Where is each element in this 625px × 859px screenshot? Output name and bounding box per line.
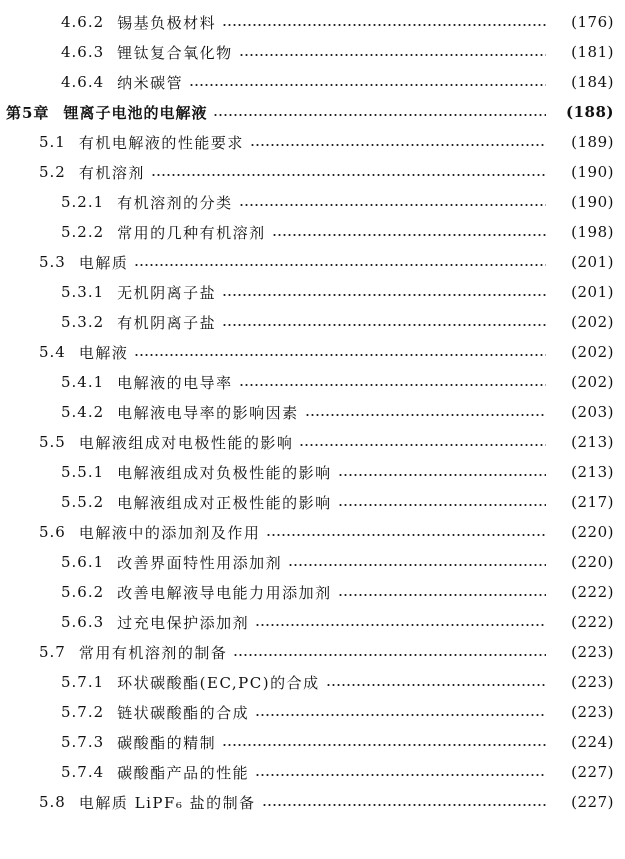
toc-entry-title: 有机电解液的性能要求 <box>78 133 244 152</box>
toc-entry-title: 电解液 <box>78 343 129 362</box>
dot-leader <box>299 443 546 447</box>
dot-leader <box>326 683 546 687</box>
toc-entry-title: 常用的几种有机溶剂 <box>117 223 266 242</box>
toc-entry-number: 5.7.4 <box>61 763 105 781</box>
toc-chapter-row <box>0 97 625 127</box>
toc-page-number: (181) <box>571 43 614 61</box>
toc-entry-row <box>0 307 625 337</box>
toc-entry-title: 过充电保护添加剂 <box>117 613 250 632</box>
toc-entry-row <box>0 547 625 577</box>
toc-entry-title: 常用有机溶剂的制备 <box>78 643 228 662</box>
toc-entry-row <box>0 37 625 67</box>
toc-entry-title: 电解液电导率的影响因素 <box>117 403 299 422</box>
toc-entry-title: 电解质 LiPF₆ 盐的制备 <box>78 793 256 812</box>
toc-entry-number: 5.4.1 <box>61 373 105 391</box>
dot-leader <box>222 293 546 297</box>
toc-entry-title: 锡基负极材料 <box>117 13 217 32</box>
toc-entry-number: 5.6.3 <box>61 613 105 631</box>
toc-page-number: (188) <box>565 103 614 121</box>
toc-entry-number: 5.5.1 <box>61 463 105 481</box>
dot-leader <box>239 203 546 207</box>
dot-leader <box>338 473 546 477</box>
toc-entry-number: 5.2 <box>39 163 66 181</box>
dot-leader <box>189 83 546 87</box>
toc-entry-number: 5.7.1 <box>61 673 105 691</box>
toc-entry-title: 有机溶剂的分类 <box>117 193 233 212</box>
dot-leader <box>338 503 546 507</box>
toc-page-number: (213) <box>571 463 614 481</box>
dot-leader <box>266 533 546 537</box>
toc-entry-row <box>0 607 625 637</box>
toc-page-number: (223) <box>571 703 614 721</box>
toc-page-number: (213) <box>571 433 614 451</box>
toc-page-number: (201) <box>571 253 614 271</box>
toc-entry-title: 电解质 <box>78 253 129 272</box>
toc-entry-number: 5.1 <box>39 133 66 151</box>
toc-entry-number: 5.4 <box>39 343 66 361</box>
toc-entry-title: 纳米碳管 <box>117 73 184 92</box>
toc-page-number: (202) <box>571 343 614 361</box>
toc-entry-number: 5.6.2 <box>61 583 105 601</box>
toc-entry-title: 锂钛复合氧化物 <box>117 43 233 62</box>
toc-entry-row <box>0 757 625 787</box>
dot-leader <box>222 23 546 27</box>
toc-entry-row <box>0 577 625 607</box>
toc-page-number: (203) <box>571 403 614 421</box>
toc-page-number: (227) <box>571 793 614 811</box>
dot-leader <box>213 113 546 117</box>
toc-entry-number: 5.7.3 <box>61 733 105 751</box>
toc-entry-number: 5.6.1 <box>61 553 105 571</box>
toc-entry-number: 5.3.2 <box>61 313 105 331</box>
toc-entry-row <box>0 337 625 367</box>
dot-leader <box>338 593 546 597</box>
toc-entry-number: 5.3 <box>39 253 66 271</box>
toc-entry-title: 电解液的电导率 <box>117 373 233 392</box>
toc-entry-title: 改善界面特性用添加剂 <box>117 553 283 572</box>
toc-entry-row <box>0 487 625 517</box>
toc-entry-number: 5.4.2 <box>61 403 105 421</box>
toc-page-number: (202) <box>571 373 614 391</box>
toc-entry-row <box>0 427 625 457</box>
toc-page-number: (222) <box>571 583 614 601</box>
toc-entry-title: 电解液组成对正极性能的影响 <box>117 493 332 512</box>
toc-page-number: (220) <box>571 553 614 571</box>
toc-entry-row <box>0 697 625 727</box>
toc-entry-title: 有机阴离子盐 <box>117 313 217 332</box>
toc-entry-row <box>0 367 625 397</box>
toc-page-number: (227) <box>571 763 614 781</box>
dot-leader <box>250 143 546 147</box>
toc-page-number: (222) <box>571 613 614 631</box>
toc-entry-row <box>0 517 625 547</box>
toc-page-number: (223) <box>571 643 614 661</box>
dot-leader <box>134 263 546 267</box>
toc-entry-row <box>0 7 625 37</box>
toc-page-number: (201) <box>571 283 614 301</box>
toc-entry-row <box>0 727 625 757</box>
dot-leader <box>288 563 546 567</box>
dot-leader <box>255 773 546 777</box>
toc-entry-number: 5.2.2 <box>61 223 105 241</box>
toc-entry-row <box>0 667 625 697</box>
toc-entry-row <box>0 217 625 247</box>
dot-leader <box>239 53 546 57</box>
toc-entry-number: 5.8 <box>39 793 66 811</box>
dot-leader <box>272 233 546 237</box>
toc-page-number: (220) <box>571 523 614 541</box>
toc-entry-row <box>0 67 625 97</box>
dot-leader <box>151 173 546 177</box>
toc-entry-title: 无机阴离子盐 <box>117 283 217 302</box>
toc-entry-row <box>0 787 625 817</box>
toc-entry-title: 电解液组成对电极性能的影响 <box>78 433 294 452</box>
toc-page-number: (224) <box>571 733 614 751</box>
toc-entry-row <box>0 187 625 217</box>
dot-leader <box>255 713 546 717</box>
toc-page-number: (217) <box>571 493 614 511</box>
toc-entry-title: 有机溶剂 <box>78 163 145 182</box>
toc-entry-number: 5.7.2 <box>61 703 105 721</box>
toc-page-number: (190) <box>571 193 614 211</box>
toc-entry-number: 5.5.2 <box>61 493 105 511</box>
toc-page-number: (198) <box>571 223 614 241</box>
toc-page-number: (190) <box>571 163 614 181</box>
toc-entry-row <box>0 457 625 487</box>
toc-entry-row <box>0 397 625 427</box>
dot-leader <box>255 623 546 627</box>
toc-entry-number: 4.6.4 <box>61 73 105 91</box>
toc-page-number: (223) <box>571 673 614 691</box>
dot-leader <box>305 413 546 417</box>
toc-entry-row <box>0 247 625 277</box>
dot-leader <box>134 353 546 357</box>
toc-entry-title: 电解液组成对负极性能的影响 <box>117 463 332 482</box>
toc-entry-number: 5.6 <box>39 523 66 541</box>
toc-entry-number: 4.6.3 <box>61 43 105 61</box>
toc-entry-row <box>0 127 625 157</box>
toc-page-number: (202) <box>571 313 614 331</box>
toc-entry-title: 碳酸酯的精制 <box>117 733 217 752</box>
toc-entry-number: 5.3.1 <box>61 283 105 301</box>
toc-entry-row <box>0 637 625 667</box>
toc-entry-row <box>0 157 625 187</box>
toc-page-number: (184) <box>571 73 614 91</box>
toc-entry-title: 环状碳酸酯(EC,PC)的合成 <box>117 673 320 692</box>
table-of-contents <box>0 7 625 817</box>
dot-leader <box>239 383 546 387</box>
toc-entry-title: 碳酸酯产品的性能 <box>117 763 250 782</box>
toc-entry-number: 5.7 <box>39 643 66 661</box>
toc-entry-number: 5.2.1 <box>61 193 105 211</box>
toc-entry-number: 5.5 <box>39 433 66 451</box>
dot-leader <box>222 743 546 747</box>
toc-entry-row <box>0 277 625 307</box>
toc-page-number: (176) <box>571 13 614 31</box>
toc-entry-title: 锂离子电池的电解液 <box>63 103 208 122</box>
toc-entry-title: 电解液中的添加剂及作用 <box>78 523 261 542</box>
toc-page-number: (189) <box>571 133 614 151</box>
dot-leader <box>233 653 546 657</box>
toc-entry-title: 链状碳酸酯的合成 <box>117 703 250 722</box>
toc-entry-title: 改善电解液导电能力用添加剂 <box>117 583 332 602</box>
toc-entry-number: 第5章 <box>6 103 50 122</box>
toc-entry-number: 4.6.2 <box>61 13 105 31</box>
dot-leader <box>262 803 546 807</box>
dot-leader <box>222 323 546 327</box>
